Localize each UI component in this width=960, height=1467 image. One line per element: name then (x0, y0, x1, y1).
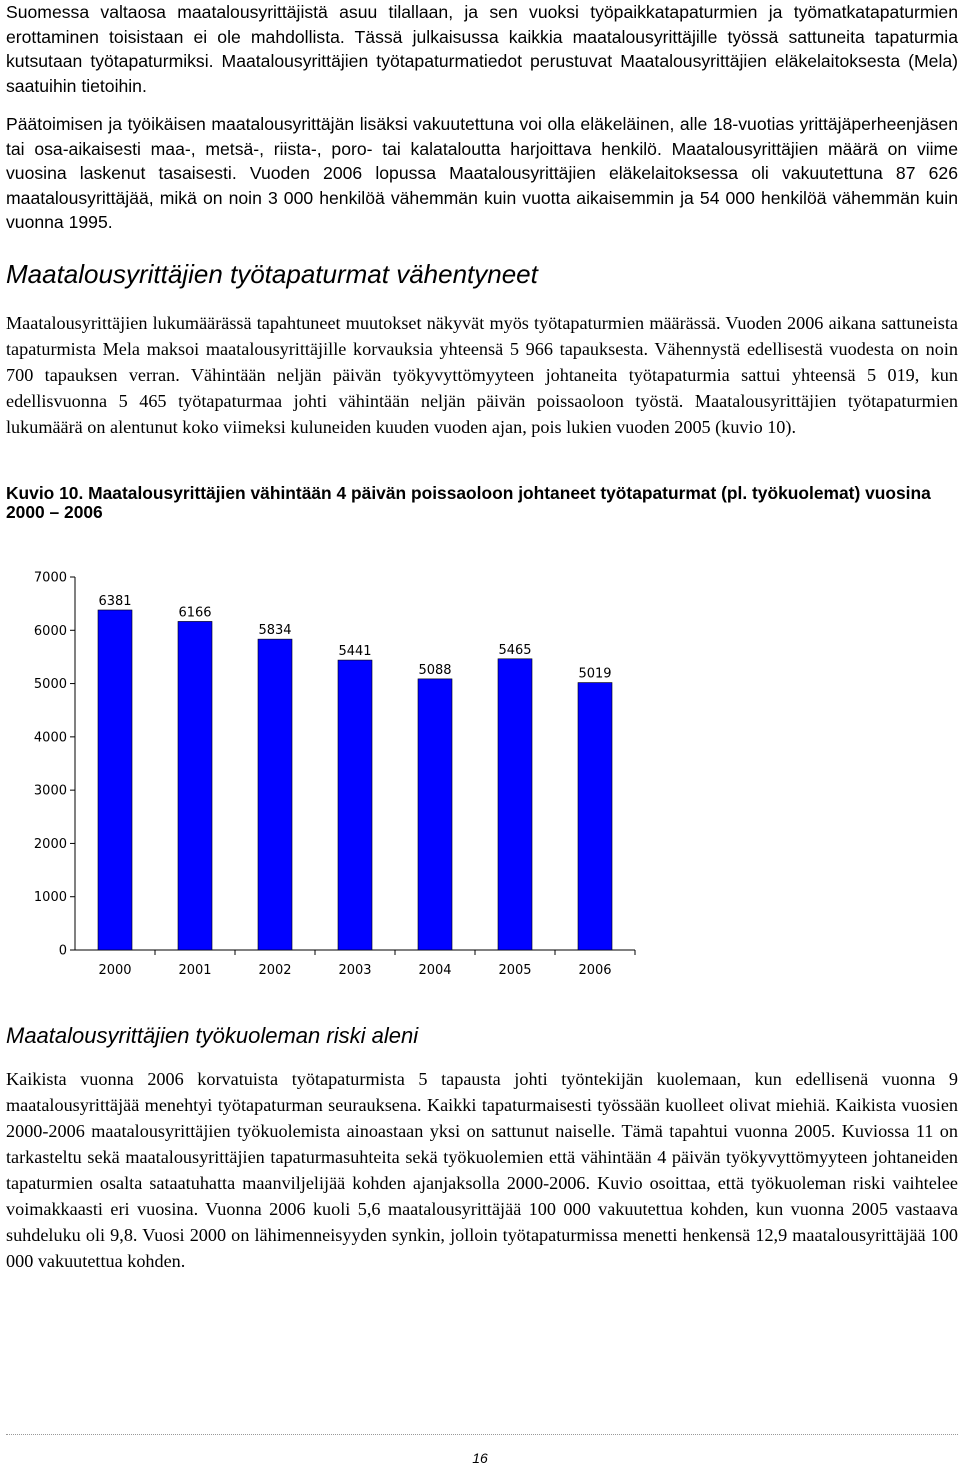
bar-value-label: 5834 (258, 623, 292, 639)
bar (578, 683, 612, 950)
x-tick-label: 2003 (338, 963, 372, 978)
figure-caption: Kuvio 10. Maatalousyrittäjien vähintään 4 päivän poissaoloon johtaneet työtapaturmat (pl. työkuolemat) vuosina 2000 – 2006 (6, 483, 931, 522)
bar (258, 639, 292, 950)
bar (98, 610, 132, 950)
x-tick-label: 2002 (258, 963, 292, 978)
x-tick-label: 2004 (418, 963, 452, 978)
y-tick-label: 2000 (33, 836, 67, 852)
y-tick-label: 0 (58, 943, 67, 959)
y-tick-label: 4000 (33, 730, 67, 746)
bar (178, 621, 212, 950)
bar-chart (30, 560, 650, 985)
bar-value-label: 6381 (98, 593, 132, 609)
y-tick-label: 6000 (33, 623, 67, 639)
bar (498, 659, 532, 950)
y-tick-label: 7000 (33, 570, 67, 586)
y-tick-label: 5000 (33, 677, 67, 693)
bar-value-label: 5441 (338, 644, 372, 660)
x-tick-label: 2005 (498, 963, 532, 978)
bar-value-label: 5465 (498, 642, 532, 658)
x-tick-label: 2001 (178, 963, 212, 978)
y-tick-label: 1000 (33, 890, 67, 906)
bar-value-label: 5019 (578, 666, 612, 682)
bar (418, 679, 452, 950)
intro-paragraph: Suomessa valtaosa maatalousyrittäjistä asuu tilallaan, ja sen vuoksi työpaikkatapaturmien ja työmatkatapaturmien erottaminen toisistaan ei ole mahdollista. Tässä julkaisussa kaikkia maatalousyrittäjille työssä sattuneita tapaturmia kutsutaan työtapaturmiksi. Maatalousyrittäjien työtapaturmatiedot perustuvat Maatalousyrittäjien eläkelaitoksesta (Mela) saatuihin tietoihin. (6, 2, 958, 96)
section-heading-fatality-risk: Maatalousyrittäjien työkuoleman riski aleni (6, 1023, 419, 1048)
fatality-paragraph: Kaikista vuonna 2006 korvatuista työtapaturmista 5 tapausta johti työntekijän kuolemaan, kun edellisenä vuonna 9 maatalousyrittäjää menehtyi työtapaturman seurauksena. Kaikki tapaturmaisesti työssään kuolleet olivat miehiä. Kaikista vuosien 2000-2006 maatalousyrittäjien työkuolemista ainoastaan yksi on sattunut naiselle. Tämä tapahtui vuonna 2005. Kuviossa 11 on tarkasteltu sekä maatalousyrittäjien tapaturmasuhteita sekä työkuolemien että vähintään 4 päivän työkyvyttömyyteen johtaneiden tapaturmien osalta sataatuhatta maanviljelijää kohden ajanjaksolla 2000-2006. Kuvio osoittaa, että työkuoleman riski vaihtelee voimakkaasti eri vuosina. Vuonna 2006 kuoli 5,6 maatalousyrittäjää 100 000 vakuutettua kohden, kun vuonna 2005 vastaava suhdeluku oli 9,8. Vuosi 2000 on lähimenneisyyden synkin, jolloin työtapaturmissa menetti henkensä 12,9 maatalousyrittäjää 100 000 vakuutettua kohden. (6, 1069, 958, 1271)
insured-paragraph: Päätoimisen ja työikäisen maatalousyrittäjän lisäksi vakuutettuna voi olla eläkeläinen, alle 18-vuotias yrittäjäperheenjäsen tai osa-aikaisesti maa-, metsä-, riista-, poro- tai kalataloutta harjoittava henkilö. Maatalousyrittäjien määrä on viime vuosina laskenut tasaisesti. Vuoden 2006 lopussa Maatalousyrittäjien eläkelaitoksessa oli vakuutettuna 87 626 maatalousyrittäjää, mikä on noin 3 000 henkilöä vähemmän kuin vuotta aikaisemmin ja 54 000 henkilöä vähemmän kuin vuonna 1995. (6, 114, 958, 232)
x-tick-label: 2000 (98, 963, 132, 978)
section-heading-accidents: Maatalousyrittäjien työtapaturmat vähentyneet (6, 259, 538, 289)
y-tick-label: 3000 (33, 783, 67, 799)
accidents-paragraph: Maatalousyrittäjien lukumäärässä tapahtuneet muutokset näkyvät myös työtapaturmien määrässä. Vuoden 2006 aikana sattuneista tapaturmista Mela maksoi maatalousyrittäjille korvauksia yhteensä 5 966 tapauksesta. Vähennystä edellisestä vuodesta on noin 700 tapauksen verran. Vähintään neljän päivän työkyvyttömyyteen johtaneita työtapaturmia sattui yhteensä 5 019, kun edellisvuonna 5 465 työtapaturmaa johti vähintään neljän päivän poissaoloon työstä. Maatalousyrittäjien työtapaturmien lukumäärä on alentunut koko viimeksi kuluneiden kuuden vuoden ajan, pois lukien vuoden 2005 (kuvio 10). (6, 313, 958, 437)
bar-value-label: 6166 (178, 605, 212, 621)
bar-value-label: 5088 (418, 662, 452, 678)
footer-divider (6, 1434, 958, 1435)
page-number: 16 (472, 1450, 488, 1466)
bar (338, 660, 372, 950)
x-tick-label: 2006 (578, 963, 612, 978)
